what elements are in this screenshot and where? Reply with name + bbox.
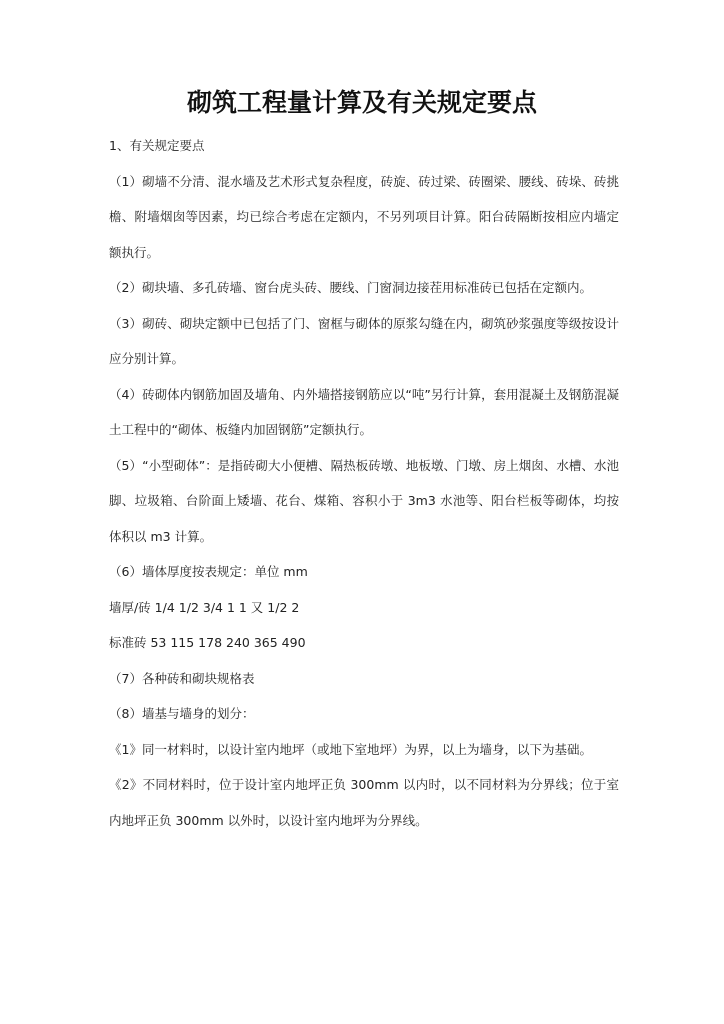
table-row-standard-brick: 标准砖 53 115 178 240 365 490 xyxy=(109,635,306,650)
document-title: 砌筑工程量计算及有关规定要点 xyxy=(186,88,537,117)
paragraph: 《1》同一材料时，以设计室内地坪（或地下室地坪）为界，以上为墙身，以下为基础。 xyxy=(109,741,592,757)
paragraph: （8）墙基与墙身的划分： xyxy=(109,706,255,721)
paragraph: （6）墙体厚度按表规定：单位 mm xyxy=(109,564,308,579)
paragraph: （3）砌砖、砌块定额中已包括了门、窗框与砌体的原浆勾缝在内，砌筑砂浆强度等级按设计应分别计算。 xyxy=(109,315,619,366)
paragraph: （5）“小型砌体”：是指砖砌大小便槽、隔热板砖墩、地板墩、门墩、房上烟囱、水槽、水池脚、垃圾箱、台阶面上矮墙、花台、煤箱、容积小于 3m3 水池等、阳台栏板等砌体，均按体积以 m3 计算。 xyxy=(109,457,619,544)
paragraph: （7）各种砖和砌块规格表 xyxy=(109,670,255,686)
paragraph: （4）砖砌体内钢筋加固及墙角、内外墙搭接钢筋应以“吨”另行计算，套用混凝土及钢筋混凝土工程中的“砌体、板缝内加固钢筋”定额执行。 xyxy=(109,386,619,437)
paragraph: （2）砌块墙、多孔砖墙、窗台虎头砖、腰线、门窗洞边接茬用标准砖已包括在定额内。 xyxy=(109,280,592,295)
document-body xyxy=(109,128,619,838)
section-heading: 1、有关规定要点 xyxy=(109,138,205,153)
paragraph: 《2》不同材料时，位于设计室内地坪正负 300mm 以内时，以不同材料为分界线；位于室内地坪正负 300mm 以外时，以设计室内地坪为分界线。 xyxy=(109,777,619,828)
table-row-wall-thickness: 墙厚/砖 1/4 1/2 3/4 1 1 又 1/2 2 xyxy=(109,599,300,615)
paragraph: （1）砌墙不分清、混水墙及艺术形式复杂程度，砖旋、砖过梁、砖圈梁、腰线、砖垛、砖挑檐、附墙烟囱等因素，均已综合考虑在定额内，不另列项目计算。阳台砖隔断按相应内墙定额执行。 xyxy=(109,173,619,260)
